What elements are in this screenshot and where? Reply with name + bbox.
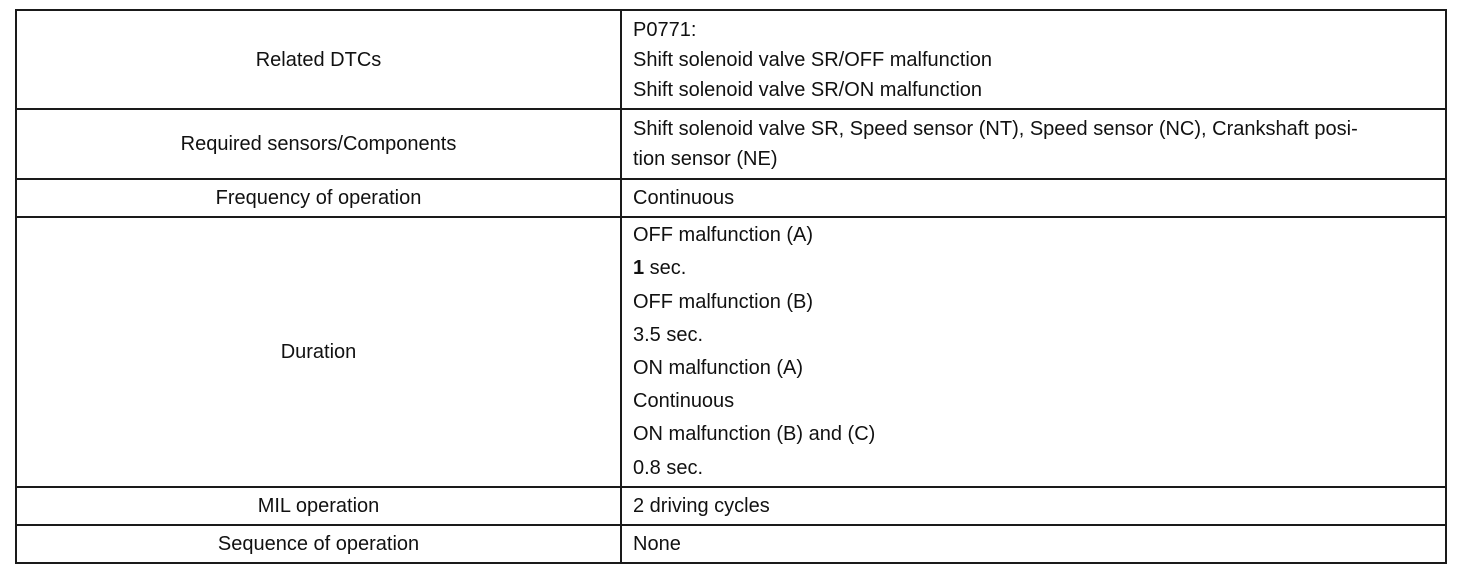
sensors-line-1: Shift solenoid valve SR, Speed sensor (NT), Speed sensor (NC), Crankshaft posi- <box>633 118 1358 140</box>
duration-line-6: Continuous <box>633 390 735 413</box>
required-sensors-label: Required sensors/Components <box>16 109 621 179</box>
mil-operation-label: MIL operation <box>16 487 621 525</box>
duration-line-3: OFF malfunction (B) <box>633 290 814 313</box>
dtc-description-off: Shift solenoid valve SR/OFF malfunction <box>633 48 993 71</box>
duration-line-4: 3.5 sec. <box>633 323 704 346</box>
duration-unit: sec. <box>644 257 687 280</box>
mil-operation-value: 2 driving cycles <box>621 487 1446 525</box>
duration-number: 1 <box>633 257 645 280</box>
frequency-label: Frequency of operation <box>16 179 621 217</box>
dtc-description-on: Shift solenoid valve SR/ON malfunction <box>633 78 983 101</box>
duration-line-7: ON malfunction (B) and (C) <box>633 423 876 446</box>
table-row <box>16 109 1446 179</box>
duration-line-5: ON malfunction (A) <box>633 357 804 379</box>
duration-line-2 <box>633 252 1437 285</box>
table-row <box>16 179 1446 217</box>
duration-line-8: 0.8 sec. <box>633 456 704 479</box>
duration-line-1: OFF malfunction (A) <box>633 224 814 247</box>
monitor-spec-table <box>15 9 1447 564</box>
duration-label: Duration <box>16 217 621 487</box>
table-row <box>16 525 1446 563</box>
table-row <box>16 10 1446 109</box>
dtc-code: P0771: <box>633 18 697 41</box>
table-row <box>16 487 1446 525</box>
table-row <box>16 217 1446 487</box>
sequence-value: None <box>621 525 1446 563</box>
related-dtcs-value <box>621 10 1446 109</box>
duration-value <box>621 217 1446 487</box>
related-dtcs-label: Related DTCs <box>16 10 621 109</box>
sensors-line-2: tion sensor (NE) <box>633 148 778 170</box>
required-sensors-value <box>621 109 1446 179</box>
sequence-label: Sequence of operation <box>16 525 621 563</box>
frequency-value: Continuous <box>621 179 1446 217</box>
